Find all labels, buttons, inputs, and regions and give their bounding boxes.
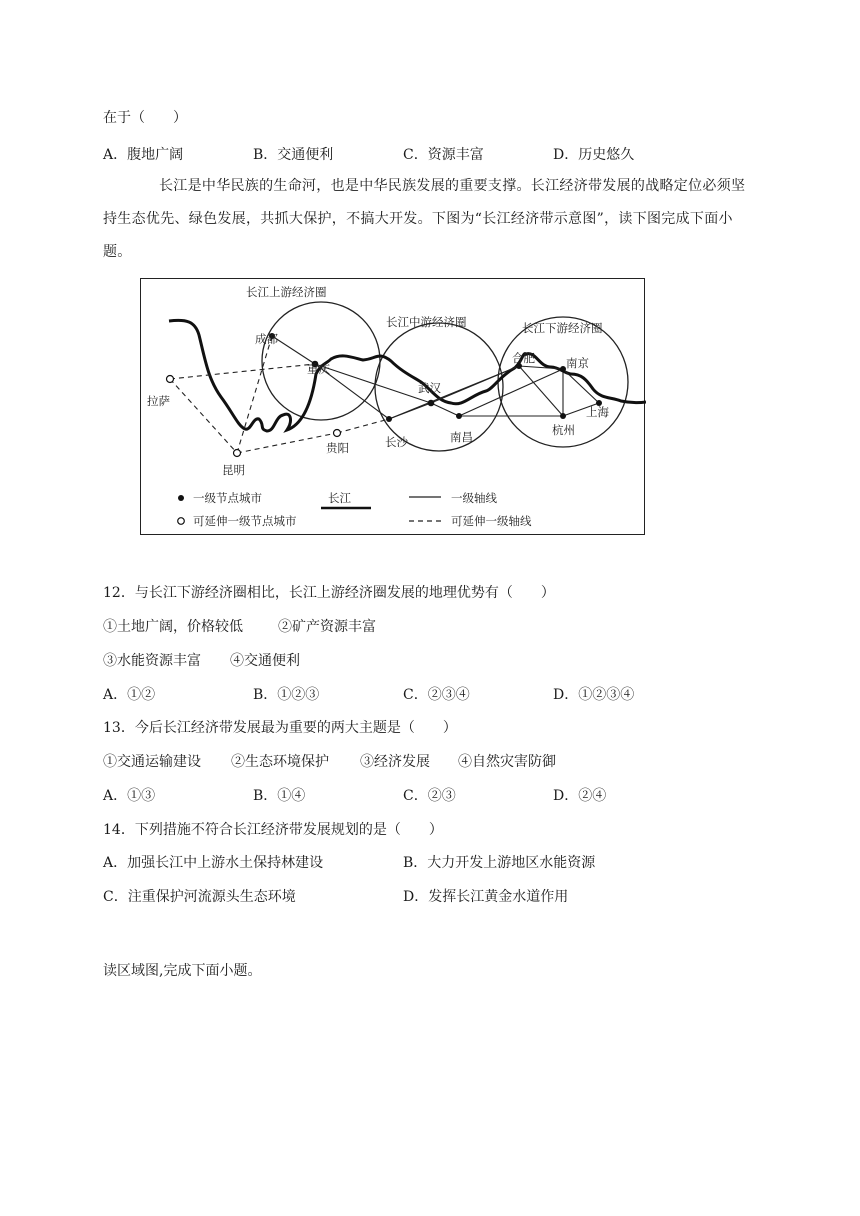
- q12-option-c: C．②③④: [403, 687, 470, 703]
- option-d: D．历史悠久: [553, 147, 635, 163]
- q14-option-c: C．注重保护河流源头生态环境: [103, 889, 296, 905]
- upper-circle-label: 长江上游经济圈: [246, 285, 327, 299]
- option-b: B．交通便利: [253, 147, 334, 163]
- legend-ext-node-city: 可延伸一级节点城市: [193, 514, 297, 528]
- q14-option-d: D．发挥长江黄金水道作用: [403, 889, 569, 905]
- next-section-intro: 读区域图,完成下面小题。: [103, 963, 262, 979]
- option-c: C．资源丰富: [403, 147, 484, 163]
- q14-option-b: B．大力开发上游地区水能资源: [403, 855, 596, 871]
- city-hangzhou: 杭州: [552, 423, 575, 437]
- city-nanjing: 南京: [566, 356, 589, 370]
- reading-passage: 长江是中华民族的生命河，也是中华民族发展的重要支撑。长江经济带发展的战略定位必须坚持生态优先、绿色发展，共抓大保护，不搞大开发。下图为“长江经济带示意图”，读下图完成下面小题。: [103, 178, 746, 260]
- q12-statement-2: ②矿产资源丰富: [278, 619, 376, 635]
- q13-statement-1: ①交通运输建设: [103, 754, 201, 770]
- map-legend: [178, 491, 532, 528]
- q13-option-d: D．②④: [553, 788, 607, 804]
- city-lasa: 拉萨: [147, 394, 170, 408]
- yangtze-river: [169, 320, 646, 431]
- q13-option-c: C．②③: [403, 788, 456, 804]
- node-city-dots: [269, 333, 602, 422]
- city-chongqing: 重庆: [307, 362, 330, 376]
- legend-river: 长江: [328, 491, 351, 505]
- question-13-stem: 13．今后长江经济带发展最为重要的两大主题是（ ）: [103, 720, 457, 736]
- question-12-stem: 12．与长江下游经济圈相比，长江上游经济圈发展的地理优势有（ ）: [103, 585, 555, 601]
- city-shanghai: 上海: [586, 405, 609, 419]
- question-14-stem: 14．下列措施不符合长江经济带发展规划的是（ ）: [103, 822, 443, 838]
- legend-node-city: 一级节点城市: [193, 491, 262, 505]
- q14-option-a: A．加强长江中上游水土保持林建设: [103, 855, 324, 871]
- q13-statement-4: ④自然灾害防御: [458, 754, 556, 770]
- q12-statement-3: ③水能资源丰富: [103, 653, 201, 669]
- axis-lines: [272, 336, 599, 419]
- city-kunming: 昆明: [222, 463, 245, 477]
- legend-axis: 一级轴线: [451, 491, 497, 505]
- q13-statement-3: ③经济发展: [360, 754, 430, 770]
- q12-option-b: B．①②③: [253, 687, 320, 703]
- city-changsha: 长沙: [385, 435, 408, 449]
- city-guiyang: 贵阳: [326, 441, 349, 455]
- question-stem-tail: 在于（ ）: [103, 110, 187, 126]
- yangtze-economic-belt-map: [140, 278, 645, 535]
- q12-statement-4: ④交通便利: [230, 653, 300, 669]
- q12-option-d: D．①②③④: [553, 687, 635, 703]
- city-hefei: 合肥: [512, 351, 535, 365]
- q13-option-b: B．①④: [253, 788, 306, 804]
- city-chengdu: 成都: [255, 332, 278, 346]
- q13-statement-2: ②生态环境保护: [231, 754, 329, 770]
- city-nanchang: 南昌: [450, 430, 473, 444]
- option-a: A．腹地广阔: [103, 147, 184, 163]
- lower-circle-label: 长江下游经济圈: [522, 321, 603, 335]
- q12-option-a: A．①②: [103, 687, 156, 703]
- q12-statement-1: ①土地广阔，价格较低: [103, 619, 243, 635]
- city-wuhan: 武汉: [418, 381, 441, 395]
- middle-circle-label: 长江中游经济圈: [386, 315, 467, 329]
- legend-ext-axis: 可延伸一级轴线: [451, 514, 532, 528]
- q13-option-a: A．①③: [103, 788, 156, 804]
